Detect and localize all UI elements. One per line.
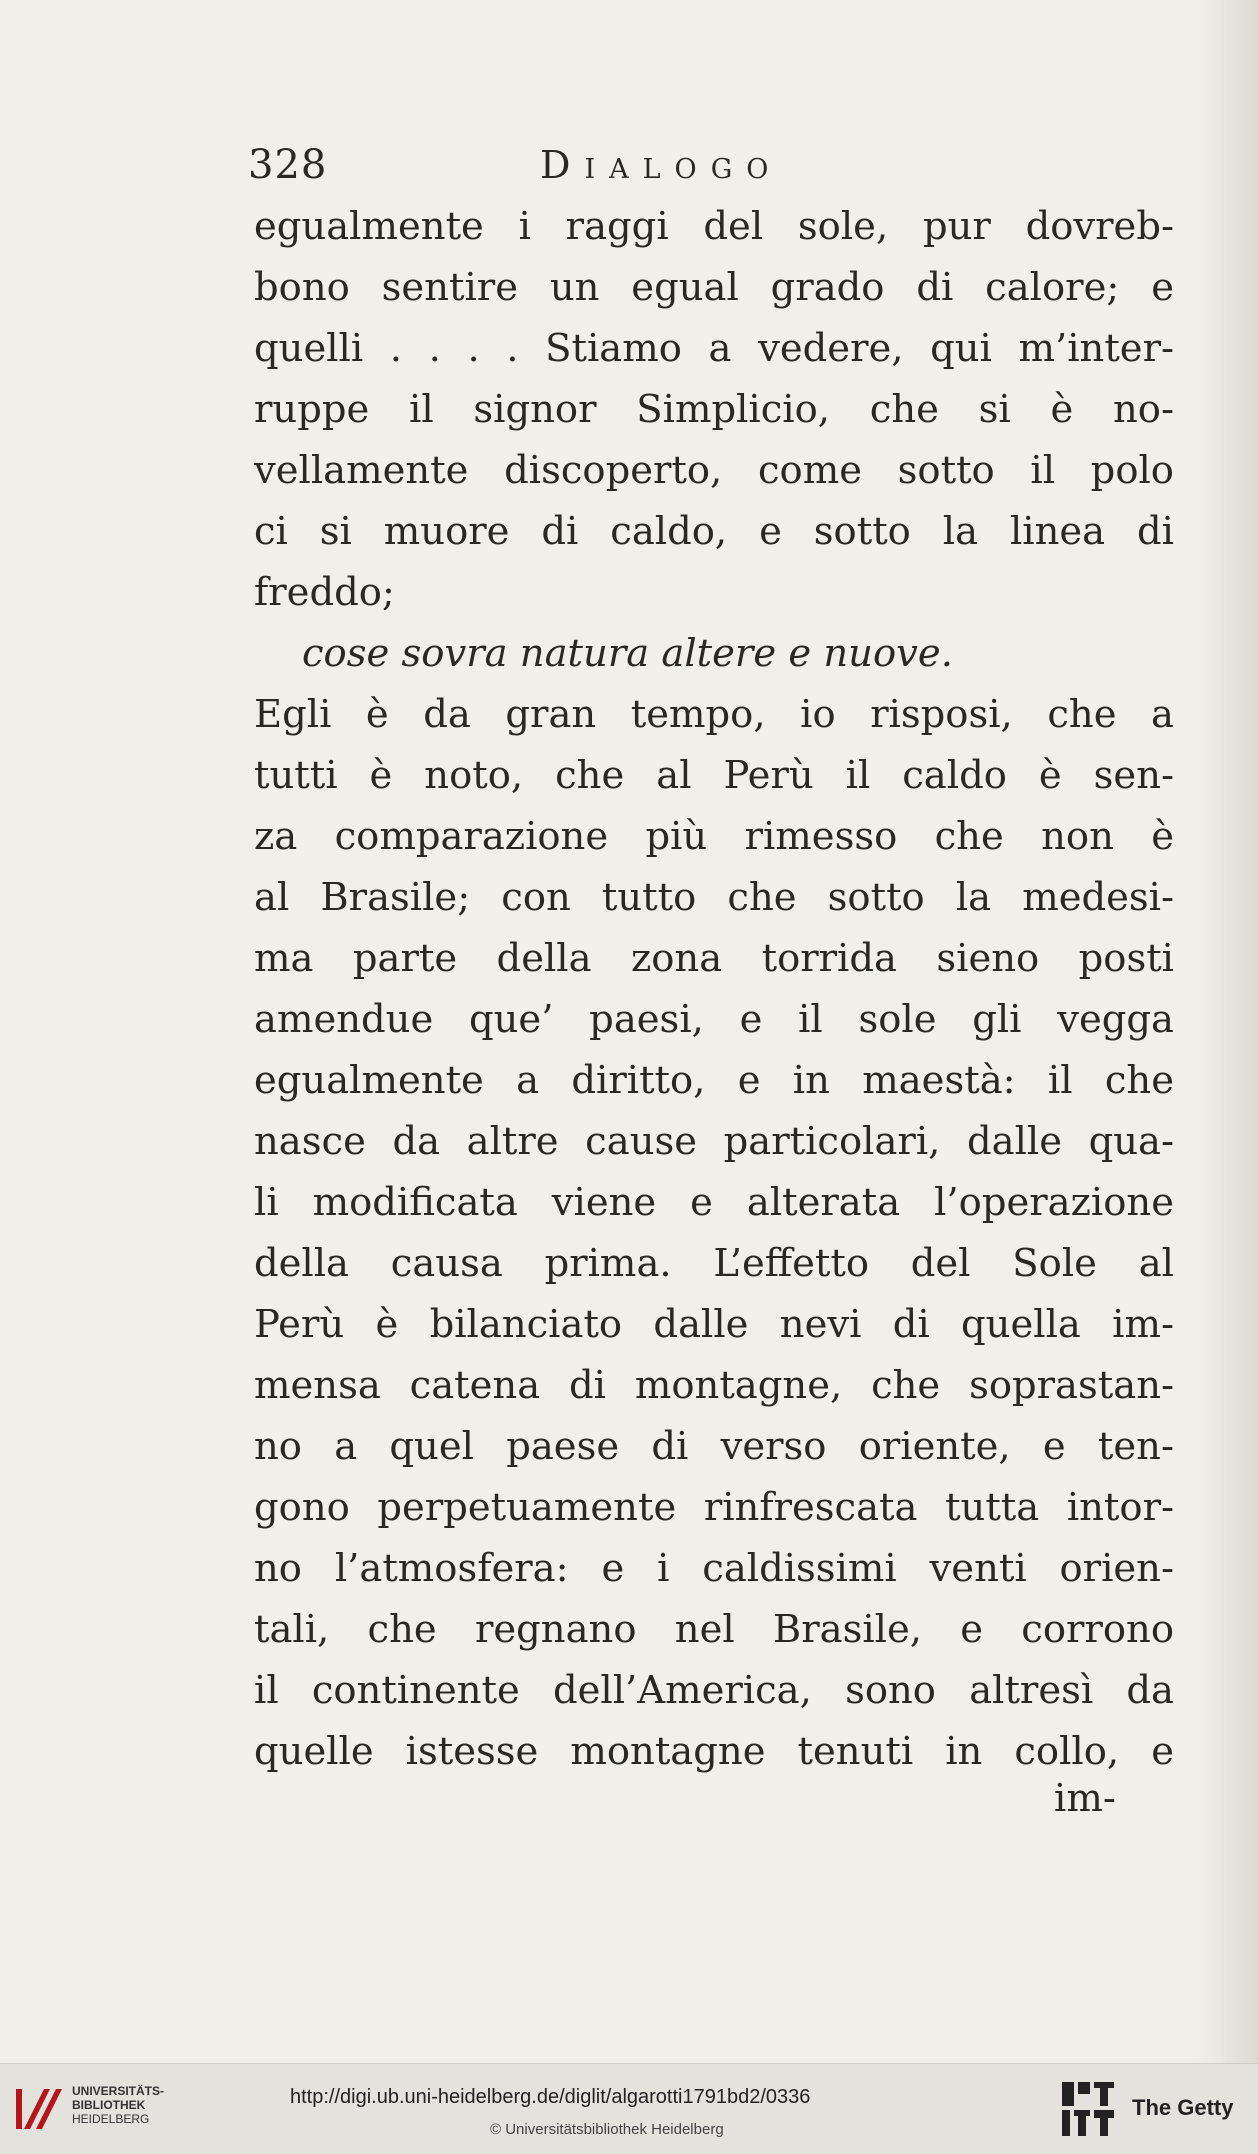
text-line: il continente dell’America, sono altresì da: [254, 1668, 1174, 1713]
institution-line: HEIDELBERG: [72, 2112, 150, 2126]
text-line: Perù è bilanciato dalle nevi di quella im-: [254, 1302, 1174, 1347]
ub-heidelberg-logo-icon[interactable]: [14, 2083, 68, 2135]
running-head: Dialogo: [540, 143, 783, 187]
text-line: quelli . . . . Stiamo a vedere, qui m’inter-: [254, 326, 1174, 371]
text-line: ci si muore di caldo, e sotto la linea di: [254, 509, 1174, 554]
text-line: della causa prima. L’effetto del Sole al: [254, 1241, 1174, 1286]
text-line: egualmente a diritto, e in maestà: il che: [254, 1058, 1174, 1103]
catchword: im-: [1054, 1776, 1116, 1821]
partner-name: The Getty: [1132, 2095, 1234, 2120]
text-line: za comparazione più rimesso che non è: [254, 814, 1174, 859]
text-line: bono sentire un egual grado di calore; e: [254, 265, 1174, 310]
copyright-notice: © Universitätsbibliothek Heidelberg: [490, 2121, 724, 2138]
permalink[interactable]: http://digi.ub.uni-heidelberg.de/diglit/algarotti1791bd2/0336: [290, 2086, 811, 2108]
text-line: tutti è noto, che al Perù il caldo è sen-: [254, 753, 1174, 798]
text-line: gono perpetuamente rinfrescata tutta intor-: [254, 1485, 1174, 1530]
getty-logo-icon[interactable]: [1060, 2080, 1116, 2138]
text-line: no l’atmosfera: e i caldissimi venti orien-: [254, 1546, 1174, 1591]
text-line: al Brasile; con tutto che sotto la medesi-: [254, 875, 1174, 920]
institution-name: [72, 2084, 164, 2126]
institution-line: BIBLIOTHEK: [72, 2098, 146, 2112]
page-number: 328: [248, 142, 328, 188]
text-line: egualmente i raggi del sole, pur dovreb-: [254, 204, 1174, 249]
text-line: no a quel paese di verso oriente, e ten-: [254, 1424, 1174, 1469]
text-line: freddo;: [254, 570, 395, 615]
text-line: tali, che regnano nel Brasile, e corrono: [254, 1607, 1174, 1652]
institution-line: UNIVERSITÄTS-: [72, 2084, 165, 2098]
text-line: Egli è da gran tempo, io risposi, che a: [254, 692, 1174, 737]
page-header: [248, 140, 888, 196]
body-text: [254, 196, 1174, 1782]
text-line: ma parte della zona torrida sieno posti: [254, 936, 1174, 981]
text-line: mensa catena di montagne, che soprastan-: [254, 1363, 1174, 1408]
text-line: li modificata viene e alterata l’operazione: [254, 1180, 1174, 1225]
text-line: quelle istesse montagne tenuti in collo, e: [254, 1729, 1174, 1774]
text-line: vellamente discoperto, come sotto il polo: [254, 448, 1174, 493]
gutter-shadow: [1198, 0, 1258, 2063]
text-line: ruppe il signor Simplicio, che si è no-: [254, 387, 1174, 432]
text-line: nasce da altre cause particolari, dalle qua-: [254, 1119, 1174, 1164]
text-line: amendue que’ paesi, e il sole gli vegga: [254, 997, 1174, 1042]
quoted-verse: cose sovra natura altere e nuove.: [302, 631, 953, 676]
